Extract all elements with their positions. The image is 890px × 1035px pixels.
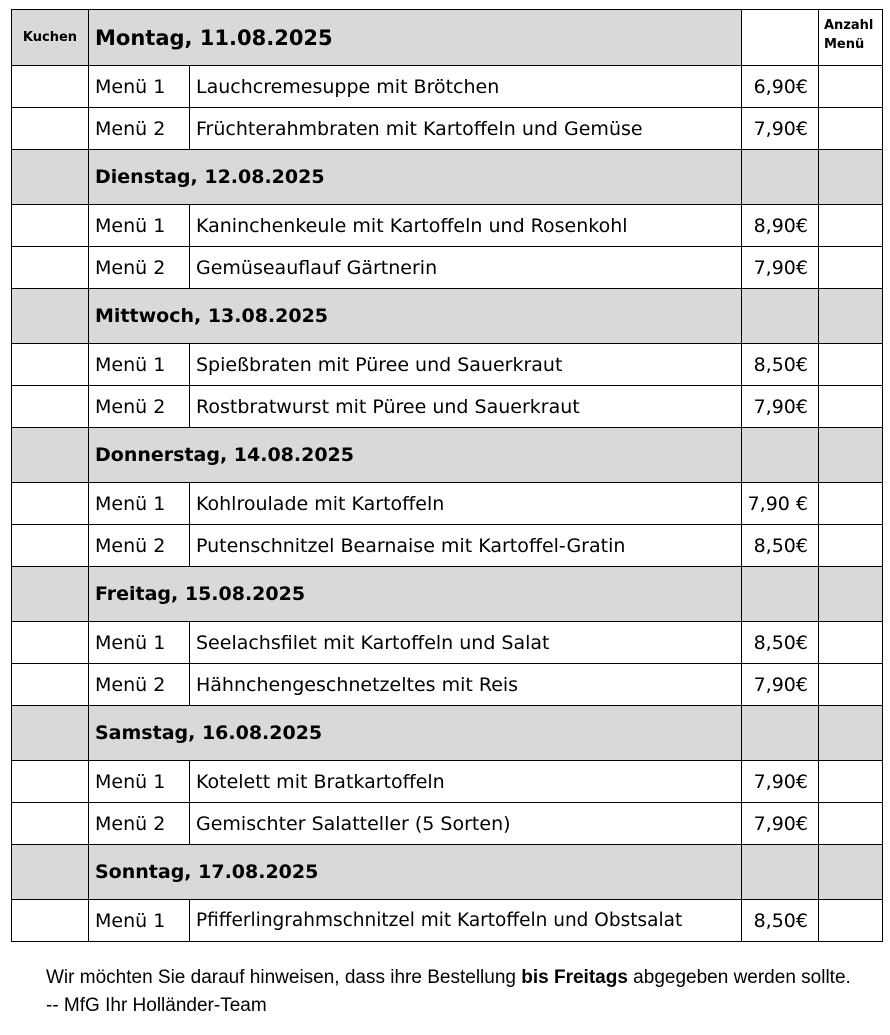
menu-row [12, 622, 883, 664]
anzahl-cell[interactable] [819, 525, 883, 567]
dish-name: Gemischter Salatteller (5 Sorten) [190, 803, 742, 845]
kuchen-cell[interactable] [12, 205, 89, 247]
menu-price: 8,50€ [742, 344, 819, 386]
menu-number: Menü 2 [89, 803, 190, 845]
anzahl-cell[interactable] [819, 664, 883, 706]
anzahl-cell[interactable] [819, 803, 883, 845]
kuchen-cell[interactable] [12, 525, 89, 567]
day-title: Donnerstag, 14.08.2025 [89, 428, 742, 483]
anzahl-cell-header [819, 150, 883, 205]
anzahl-cell-header [819, 706, 883, 761]
kuchen-cell[interactable] [12, 247, 89, 289]
menu-row [12, 247, 883, 289]
anzahl-cell[interactable] [819, 247, 883, 289]
kuchen-cell-header [12, 428, 89, 483]
menu-row [12, 761, 883, 803]
price-cell-empty [742, 845, 819, 900]
menu-price: 7,90€ [742, 761, 819, 803]
kuchen-cell[interactable] [12, 66, 89, 108]
anzahl-label-line2: Menü [824, 37, 865, 52]
anzahl-cell-header [819, 567, 883, 622]
dish-name: Gemüseauflauf Gärtnerin [190, 247, 742, 289]
dish-name: Kohlroulade mit Kartoffeln [190, 483, 742, 525]
menu-number: Menü 2 [89, 247, 190, 289]
day-header-row [12, 428, 883, 483]
day-header-row [12, 706, 883, 761]
price-cell-empty [742, 10, 819, 66]
dish-name: Seelachsfilet mit Kartoffeln und Salat [190, 622, 742, 664]
menu-price: 7,90€ [742, 664, 819, 706]
kuchen-cell-header [12, 706, 89, 761]
anzahl-cell[interactable] [819, 205, 883, 247]
kuchen-cell-header [12, 289, 89, 344]
dish-name: Früchterahmbraten mit Kartoffeln und Gemüse [190, 108, 742, 150]
dish-name: Putenschnitzel Bearnaise mit Kartoffel-Gratin [190, 525, 742, 567]
menu-number: Menü 2 [89, 386, 190, 428]
menu-row [12, 344, 883, 386]
menu-row [12, 386, 883, 428]
kuchen-cell[interactable] [12, 761, 89, 803]
kuchen-cell[interactable] [12, 803, 89, 845]
menu-number: Menü 1 [89, 483, 190, 525]
day-title: Montag, 11.08.2025 [89, 10, 742, 66]
anzahl-cell[interactable] [819, 761, 883, 803]
anzahl-cell[interactable] [819, 108, 883, 150]
day-header-row [12, 150, 883, 205]
anzahl-cell-header [819, 289, 883, 344]
anzahl-cell[interactable] [819, 483, 883, 525]
kuchen-cell-header [12, 845, 89, 900]
dish-name: Kaninchenkeule mit Kartoffeln und Rosenkohl [190, 205, 742, 247]
day-header-row [12, 567, 883, 622]
kuchen-cell[interactable] [12, 664, 89, 706]
menu-price: 7,90 € [742, 483, 819, 525]
kuchen-cell[interactable] [12, 386, 89, 428]
kuchen-cell[interactable] [12, 344, 89, 386]
menu-row [12, 900, 883, 942]
menu-price: 6,90€ [742, 66, 819, 108]
anzahl-cell[interactable] [819, 344, 883, 386]
day-title: Freitag, 15.08.2025 [89, 567, 742, 622]
day-title: Mittwoch, 13.08.2025 [89, 289, 742, 344]
price-cell-empty [742, 150, 819, 205]
day-title: Sonntag, 17.08.2025 [89, 845, 742, 900]
menu-number: Menü 1 [89, 205, 190, 247]
price-cell-empty [742, 289, 819, 344]
note-text-after: abgegeben werden sollte. -- MfG Ihr Holländer-Team [46, 967, 851, 1016]
price-cell-empty [742, 706, 819, 761]
menu-price: 7,90€ [742, 803, 819, 845]
menu-number: Menü 1 [89, 344, 190, 386]
dish-name: Lauchcremesuppe mit Brötchen [190, 66, 742, 108]
day-header-row [12, 10, 883, 66]
anzahl-cell[interactable] [819, 66, 883, 108]
dish-name: Pfifferlingrahmschnitzel mit Kartoffeln und Obstsalat [190, 900, 742, 942]
kuchen-cell[interactable] [12, 900, 89, 942]
menu-price: 8,90€ [742, 205, 819, 247]
dish-name: Hähnchengeschnetzeltes mit Reis [190, 664, 742, 706]
menu-price: 8,50€ [742, 525, 819, 567]
menu-row [12, 108, 883, 150]
menu-number: Menü 1 [89, 622, 190, 664]
kuchen-cell-header [12, 150, 89, 205]
dish-name: Rostbratwurst mit Püree und Sauerkraut [190, 386, 742, 428]
kuchen-cell[interactable] [12, 622, 89, 664]
menu-number: Menü 1 [89, 66, 190, 108]
menu-row [12, 803, 883, 845]
anzahl-cell[interactable] [819, 622, 883, 664]
menu-number: Menü 1 [89, 900, 190, 942]
price-cell-empty [742, 428, 819, 483]
dish-name: Kotelett mit Bratkartoffeln [190, 761, 742, 803]
kuchen-cell[interactable] [12, 108, 89, 150]
dish-name: Spießbraten mit Püree und Sauerkraut [190, 344, 742, 386]
menu-row [12, 664, 883, 706]
anzahl-menu-column-header [819, 10, 883, 66]
menu-row [12, 483, 883, 525]
anzahl-cell[interactable] [819, 386, 883, 428]
menu-number: Menü 1 [89, 761, 190, 803]
menu-price: 8,50€ [742, 900, 819, 942]
kuchen-cell[interactable] [12, 483, 89, 525]
weekly-menu-table [11, 9, 883, 942]
price-cell-empty [742, 567, 819, 622]
order-deadline-note [46, 964, 856, 1020]
menu-row [12, 66, 883, 108]
menu-price: 8,50€ [742, 622, 819, 664]
note-text-before: Wir möchten Sie darauf hinweisen, dass ihre Bestellung [46, 967, 522, 988]
menu-number: Menü 2 [89, 108, 190, 150]
day-title: Dienstag, 12.08.2025 [89, 150, 742, 205]
menu-price: 7,90€ [742, 247, 819, 289]
menu-price: 7,90€ [742, 386, 819, 428]
menu-number: Menü 2 [89, 664, 190, 706]
anzahl-cell-header [819, 845, 883, 900]
note-deadline-bold: bis Freitags [521, 967, 628, 988]
anzahl-cell[interactable] [819, 900, 883, 942]
menu-row [12, 205, 883, 247]
menu-number: Menü 2 [89, 525, 190, 567]
day-header-row [12, 289, 883, 344]
day-header-row [12, 845, 883, 900]
kuchen-cell-header [12, 567, 89, 622]
kuchen-column-header: Kuchen [12, 10, 89, 66]
menu-row [12, 525, 883, 567]
anzahl-label-line1: Anzahl [824, 18, 874, 33]
menu-price: 7,90€ [742, 108, 819, 150]
anzahl-cell-header [819, 428, 883, 483]
day-title: Samstag, 16.08.2025 [89, 706, 742, 761]
